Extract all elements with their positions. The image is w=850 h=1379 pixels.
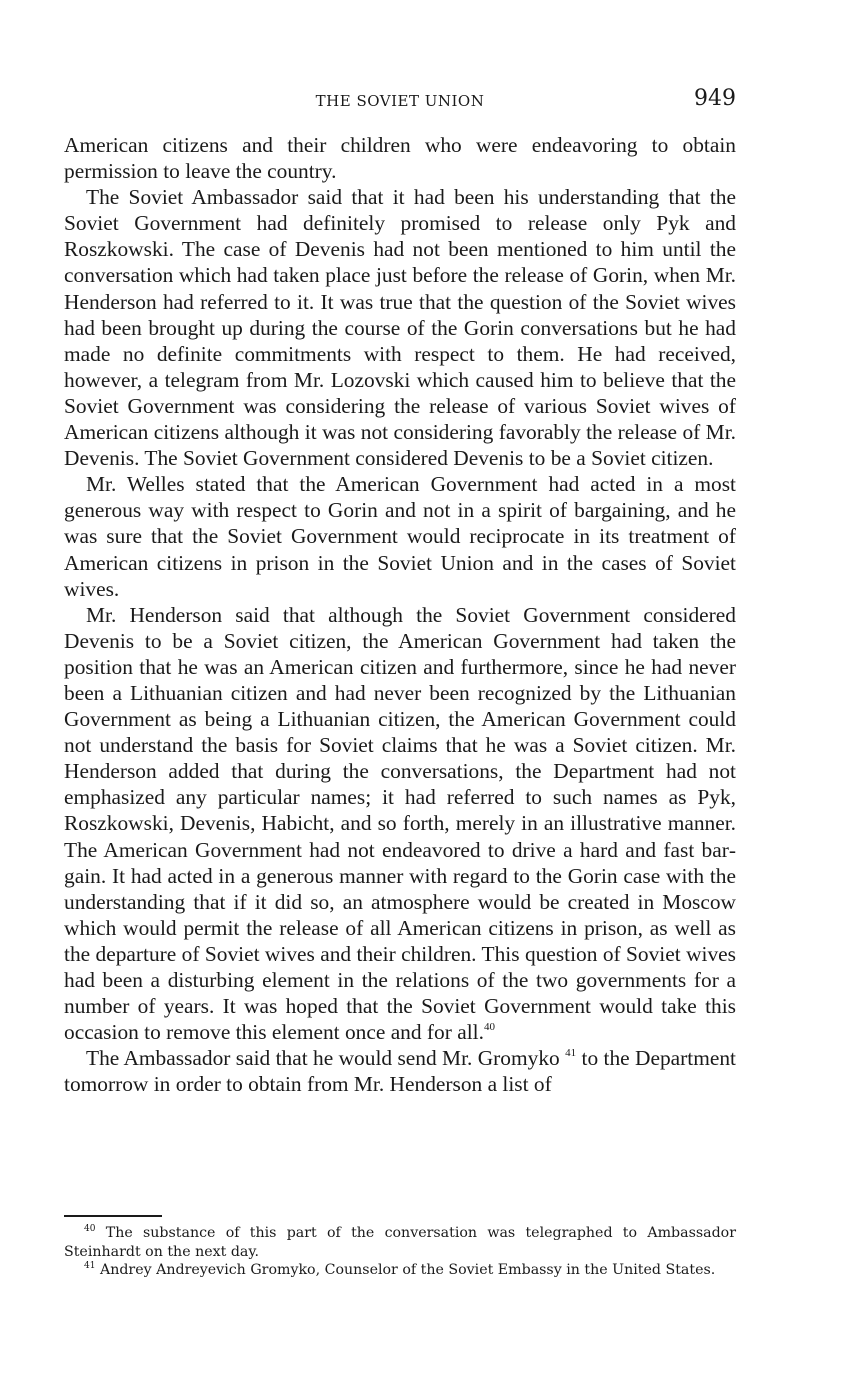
footnote-40 [64, 1224, 736, 1261]
footnote-text: Andrey Andreyevich Gromyko, Counselor of the Soviet Embassy in the United States. [95, 1262, 716, 1278]
paragraph-text: The Soviet Ambassador said that it had been his understanding that the Soviet Government had definitely promised to release only Pyk and Roszkowski. The case of Devenis had not been mentioned to him until the conversation which had taken place just before the release of Gorin, when Mr. Henderson had referred to it. It was true that the question of the Soviet wives had been brought up during the course of the Gorin conversations but he had made no definite commitments with respect to them. He had received, however, a telegram from Mr. Lozovski which caused him to believe that the Soviet Government was considering the release of various Soviet wives of American citizens although it was not considering favorably the release of Mr. Devenis. The Soviet Government considered Devenis to be a Soviet citizen. [64, 185, 736, 471]
running-title: THE SOVIET UNION [315, 92, 485, 110]
paragraph-text: American citizens and their children who were endeavoring to obtain permission to leave the country. [64, 133, 736, 184]
paragraph-text: Mr. Henderson said that although the Soviet Government considered Devenis to be a Soviet citizen, the American Government had taken the position that he was an American citizen and furthermore, since he had never been a Lithuanian citizen and had never been recognized by the Lithuanian Government as being a Lithuanian citizen, the American Government could not understand the basis for Soviet claims that he was a Soviet citizen. Mr. Henderson added that during the conversations, the Department had not emphasized any particular names; it had referred to such names as Pyk, Roszkowski, Devenis, Habicht, and so forth, merely in an illustrative manner. The American Government had not endeavored to drive a hard and fast bargain. It had acted in a generous manner with regard to the Gorin case with the understanding that if it did so, an atmosphere would be created in Moscow which would permit the release of all American citizens in prison, as well as the departure of Soviet wives and their children. This question of Soviet wives had been a disturbing element in the relations of the two governments for a number of years. It was hoped that the Soviet Government would take this occasion to remove this element once and for all. [64, 602, 736, 1045]
footnote-divider [64, 1215, 162, 1217]
footnote-text: The substance of this part of the conversation was telegraphed to Ambassador Steinhardt on the next day. [64, 1225, 736, 1260]
body-text [64, 132, 736, 1097]
footnote-mark: 41 [84, 1261, 96, 1271]
paragraph-continuation [64, 132, 736, 184]
paragraph-text: to the Department tomorrow in order to obtain from Mr. Henderson a list of [64, 1046, 736, 1097]
paragraph-ambassador-understanding [64, 184, 736, 471]
paragraph-text: The Ambassador said that he would send Mr. Gromyko [86, 1046, 560, 1071]
footnotes [64, 1224, 736, 1280]
footnote-ref-40[interactable]: 40 [483, 1021, 495, 1034]
footnote-41 [64, 1261, 736, 1280]
footnote-mark: 40 [84, 1224, 96, 1234]
page-number: 949 [694, 86, 736, 111]
page-header [64, 86, 736, 116]
paragraph-welles-statement [64, 471, 736, 601]
footnote-ref-41[interactable]: 41 [565, 1047, 577, 1060]
paragraph-henderson-statement [64, 602, 736, 1046]
paragraph-text: Mr. Welles stated that the American Government had acted in a most generous way with respect to Gorin and not in a spirit of bargaining, and he was sure that the Soviet Government would reciprocate in its treatment of American citizens in prison in the Soviet Union and in the cases of Soviet wives. [64, 472, 736, 601]
paragraph-ambassador-gromyko [64, 1045, 736, 1097]
